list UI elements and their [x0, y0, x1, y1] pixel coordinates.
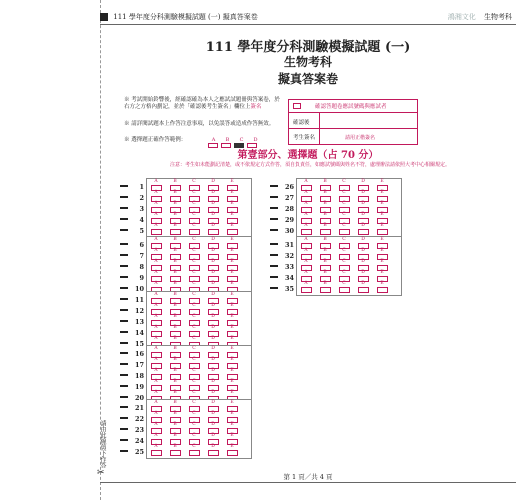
- answer-bubble-b[interactable]: B: [167, 271, 183, 282]
- timing-mark: [120, 342, 128, 344]
- answer-bubble-a[interactable]: A: [298, 238, 314, 249]
- answer-bubble-c[interactable]: C: [336, 191, 352, 202]
- timing-mark: [120, 254, 128, 256]
- question-row: [280, 282, 410, 293]
- timing-mark: [120, 406, 128, 408]
- question-number: 5: [139, 227, 144, 235]
- question-number: 25: [134, 448, 144, 456]
- question-number: 14: [134, 329, 144, 337]
- answer-bubble-e[interactable]: E: [224, 337, 240, 348]
- answer-bubble-c[interactable]: C: [186, 423, 202, 434]
- timing-mark: [270, 276, 278, 278]
- answer-bubble-c[interactable]: C: [336, 213, 352, 224]
- question-number: 7: [139, 252, 144, 260]
- answer-bubble-d[interactable]: D: [205, 391, 221, 402]
- timing-mark: [120, 298, 128, 300]
- answer-bubble-a[interactable]: A: [148, 315, 164, 326]
- question-number: 6: [139, 241, 144, 249]
- answer-bubble-b[interactable]: B: [317, 260, 333, 271]
- answer-bubble-e[interactable]: E: [374, 282, 390, 293]
- answer-bubble-c[interactable]: C: [186, 213, 202, 224]
- answer-bubble-a[interactable]: A: [148, 337, 164, 348]
- answer-bubble-d[interactable]: D: [355, 180, 371, 191]
- answer-bubble-e[interactable]: E: [224, 238, 240, 249]
- timing-mark: [120, 309, 128, 311]
- question-number: 11: [134, 296, 144, 304]
- answer-bubble-e[interactable]: E: [224, 191, 240, 202]
- answer-bubble-a[interactable]: A: [148, 380, 164, 391]
- answer-bubble-d[interactable]: D: [205, 271, 221, 282]
- answer-bubble-b[interactable]: B: [167, 337, 183, 348]
- answer-bubble-d[interactable]: D: [205, 337, 221, 348]
- answer-bubble-a[interactable]: A: [148, 434, 164, 445]
- answer-bubble-c[interactable]: C: [186, 445, 202, 456]
- timing-mark: [120, 196, 128, 198]
- answer-bubble-d[interactable]: D: [205, 315, 221, 326]
- answer-bubble-b[interactable]: B: [167, 260, 183, 271]
- answer-bubble-e[interactable]: E: [374, 224, 390, 235]
- answer-bubble-c[interactable]: C: [186, 326, 202, 337]
- answer-bubble-e[interactable]: E: [224, 271, 240, 282]
- answer-bubble-b[interactable]: B: [167, 401, 183, 412]
- question-number: 34: [284, 274, 294, 282]
- answer-bubble-b[interactable]: B: [167, 423, 183, 434]
- answer-bubble-e[interactable]: E: [374, 249, 390, 260]
- answer-bubble-c[interactable]: C: [186, 180, 202, 191]
- answer-bubble-b[interactable]: B: [167, 434, 183, 445]
- answer-bubble-d[interactable]: D: [355, 202, 371, 213]
- timing-mark: [120, 265, 128, 267]
- answer-bubble-d[interactable]: D: [205, 401, 221, 412]
- answer-bubble-d[interactable]: D: [205, 293, 221, 304]
- answer-bubble-e[interactable]: E: [224, 180, 240, 191]
- question-number: 19: [134, 383, 144, 391]
- answer-bubble-a[interactable]: A: [148, 369, 164, 380]
- answer-bubble-a[interactable]: A: [148, 191, 164, 202]
- answer-bubble-e[interactable]: E: [374, 202, 390, 213]
- answer-bubble-e[interactable]: E: [224, 380, 240, 391]
- section-instruction: 注意：考生如未能劃記清楚，或不依規定方式作答，須自負責任，如應試號碼與姓名不符，處理辦法請依照大考中心相關規定。: [169, 162, 450, 168]
- answer-bubble-c[interactable]: C: [186, 191, 202, 202]
- answer-bubble-a[interactable]: A: [148, 180, 164, 191]
- id-confirm-box: 確認答題卷應試號碼與應試者 確認後 考生簽名 請用正楷簽名: [288, 99, 418, 145]
- answer-bubble-d[interactable]: D: [205, 224, 221, 235]
- answer-bubble-c[interactable]: C: [186, 337, 202, 348]
- answer-bubble-a[interactable]: A: [148, 238, 164, 249]
- timing-mark: [270, 265, 278, 267]
- timing-mark: [120, 185, 128, 187]
- answer-bubble-b[interactable]: B: [317, 224, 333, 235]
- answer-bubble-e[interactable]: E: [224, 249, 240, 260]
- answer-bubble-e[interactable]: E: [374, 260, 390, 271]
- answer-bubble-e[interactable]: E: [224, 282, 240, 293]
- answer-bubble-d[interactable]: D: [205, 249, 221, 260]
- answer-bubble-b[interactable]: B: [167, 293, 183, 304]
- answer-bubble-a[interactable]: A: [298, 260, 314, 271]
- answer-bubble-b[interactable]: B: [167, 282, 183, 293]
- doc-title: 111 學年度分科測驗模擬試題 (一): [205, 40, 411, 55]
- question-number: 1: [139, 183, 144, 191]
- question-number: 3: [139, 205, 144, 213]
- answer-bubble-a[interactable]: A: [148, 224, 164, 235]
- answer-bubble-c[interactable]: C: [336, 180, 352, 191]
- answer-bubble-e[interactable]: E: [224, 434, 240, 445]
- answer-bubble-c[interactable]: C: [186, 434, 202, 445]
- answer-bubble-c[interactable]: C: [186, 304, 202, 315]
- question-number: 33: [284, 263, 294, 271]
- answer-bubble-a[interactable]: A: [298, 202, 314, 213]
- answer-bubble-a[interactable]: A: [148, 391, 164, 402]
- answer-bubble-b[interactable]: B: [167, 326, 183, 337]
- answer-bubble-c[interactable]: C: [186, 260, 202, 271]
- timing-mark: [120, 352, 128, 354]
- answer-bubble-a[interactable]: A: [148, 326, 164, 337]
- answer-bubble-e[interactable]: E: [224, 202, 240, 213]
- section-title: 第壹部分、選擇題（占 70 分）: [237, 150, 379, 161]
- question-number: 9: [139, 274, 144, 282]
- doc-subject: 生物考科: [283, 55, 332, 69]
- answer-bubble-c[interactable]: C: [186, 391, 202, 402]
- answer-bubble-e[interactable]: E: [224, 315, 240, 326]
- question-number: 21: [134, 404, 144, 412]
- answer-bubble-b[interactable]: B: [317, 238, 333, 249]
- answer-bubble-a[interactable]: A: [298, 224, 314, 235]
- note-2: ※ 請詳閱試題本上作答注意事項，以免誤答或造成作答無效。: [124, 121, 275, 127]
- timing-mark: [270, 196, 278, 198]
- header-rule: [100, 24, 516, 25]
- answer-bubble-c[interactable]: C: [186, 358, 202, 369]
- timing-mark: [120, 207, 128, 209]
- note-3: ※ 選擇題正確作答範例：: [124, 137, 187, 143]
- timing-mark: [120, 218, 128, 220]
- answer-bubble-b[interactable]: B: [167, 224, 183, 235]
- answer-bubble-b[interactable]: B: [167, 180, 183, 191]
- timing-mark: [120, 374, 128, 376]
- answer-bubble-d[interactable]: D: [205, 238, 221, 249]
- question-number: 23: [134, 426, 144, 434]
- answer-bubble-b[interactable]: B: [167, 304, 183, 315]
- question-number: 4: [139, 216, 144, 224]
- answer-bubble-c[interactable]: C: [336, 271, 352, 282]
- answer-bubble-d[interactable]: D: [205, 191, 221, 202]
- answer-bubble-d[interactable]: D: [205, 202, 221, 213]
- answer-bubble-c[interactable]: C: [336, 202, 352, 213]
- answer-bubble-d[interactable]: D: [205, 434, 221, 445]
- answer-bubble-a[interactable]: A: [148, 445, 164, 456]
- timing-mark: [270, 207, 278, 209]
- sample-answer: A B C D: [208, 137, 261, 148]
- question-number: 15: [134, 340, 144, 348]
- answer-bubble-e[interactable]: E: [374, 238, 390, 249]
- answer-bubble-a[interactable]: A: [148, 358, 164, 369]
- answer-bubble-d[interactable]: D: [205, 369, 221, 380]
- question-number: 31: [284, 241, 294, 249]
- page-number: 第 1 頁／共 4 頁: [283, 473, 333, 481]
- question-number: 27: [284, 194, 294, 202]
- timing-mark: [120, 450, 128, 452]
- answer-bubble-d[interactable]: D: [205, 412, 221, 423]
- answer-bubble-b[interactable]: B: [167, 249, 183, 260]
- timing-mark: [120, 363, 128, 365]
- question-number: 20: [134, 394, 144, 402]
- answer-bubble-d[interactable]: D: [355, 249, 371, 260]
- question-number: 24: [134, 437, 144, 445]
- question-number: 12: [134, 307, 144, 315]
- timing-mark: [270, 185, 278, 187]
- answer-bubble-c[interactable]: C: [186, 412, 202, 423]
- question-number: 17: [134, 361, 144, 369]
- answer-bubble-c[interactable]: C: [186, 380, 202, 391]
- answer-bubble-b[interactable]: B: [167, 213, 183, 224]
- answer-bubble-e[interactable]: E: [224, 224, 240, 235]
- answer-bubble-e[interactable]: E: [224, 412, 240, 423]
- answer-bubble-e[interactable]: E: [224, 391, 240, 402]
- timing-mark: [120, 396, 128, 398]
- timing-mark: [270, 229, 278, 231]
- answer-bubble-b[interactable]: B: [167, 191, 183, 202]
- answer-bubble-a[interactable]: A: [148, 304, 164, 315]
- answer-bubble-b[interactable]: B: [167, 369, 183, 380]
- answer-bubble-a[interactable]: A: [148, 401, 164, 412]
- answer-bubble-c[interactable]: C: [186, 271, 202, 282]
- answer-bubble-a[interactable]: A: [148, 423, 164, 434]
- answer-bubble-d[interactable]: D: [355, 260, 371, 271]
- answer-bubble-b[interactable]: B: [317, 191, 333, 202]
- page-header: [100, 10, 516, 24]
- answer-bubble-d[interactable]: D: [205, 304, 221, 315]
- answer-bubble-b[interactable]: B: [167, 380, 183, 391]
- answer-bubble-d[interactable]: D: [205, 347, 221, 358]
- timing-mark: [120, 417, 128, 419]
- answer-bubble-b[interactable]: B: [317, 180, 333, 191]
- answer-bubble-e[interactable]: E: [224, 358, 240, 369]
- answer-bubble-e[interactable]: E: [224, 347, 240, 358]
- answer-bubble-a[interactable]: A: [298, 213, 314, 224]
- question-number: 8: [139, 263, 144, 271]
- timing-mark: [120, 243, 128, 245]
- timing-mark: [270, 287, 278, 289]
- answer-bubble-d[interactable]: D: [355, 282, 371, 293]
- answer-bubble-b[interactable]: B: [317, 249, 333, 260]
- answer-bubble-e[interactable]: E: [374, 191, 390, 202]
- answer-bubble-a[interactable]: A: [148, 202, 164, 213]
- answer-bubble-b[interactable]: B: [317, 271, 333, 282]
- answer-bubble-c[interactable]: C: [186, 369, 202, 380]
- answer-bubble-a[interactable]: A: [148, 412, 164, 423]
- timing-mark: [120, 331, 128, 333]
- answer-bubble-a[interactable]: A: [148, 271, 164, 282]
- question-number: 18: [134, 372, 144, 380]
- timing-mark: [270, 243, 278, 245]
- answer-bubble-e[interactable]: E: [224, 304, 240, 315]
- answer-bubble-c[interactable]: C: [186, 347, 202, 358]
- answer-bubble-c[interactable]: C: [186, 202, 202, 213]
- answer-bubble-d[interactable]: D: [205, 260, 221, 271]
- answer-bubble-d[interactable]: D: [355, 271, 371, 282]
- question-number: 13: [134, 318, 144, 326]
- header-title: 111 學年度分科測驗模擬試題 (一) 擬真答案卷: [113, 13, 258, 21]
- answer-bubble-c[interactable]: C: [186, 238, 202, 249]
- answer-bubble-e[interactable]: E: [374, 213, 390, 224]
- question-row: [130, 224, 260, 235]
- answer-bubble-d[interactable]: D: [205, 445, 221, 456]
- answer-bubble-e[interactable]: E: [224, 213, 240, 224]
- timing-mark: [270, 218, 278, 220]
- timing-mark: [120, 428, 128, 430]
- answer-bubble-e[interactable]: E: [224, 369, 240, 380]
- answer-bubble-d[interactable]: D: [355, 224, 371, 235]
- header-subject: 生物考科: [484, 13, 512, 21]
- answer-bubble-d[interactable]: D: [355, 238, 371, 249]
- timing-mark: [120, 287, 128, 289]
- question-number: 16: [134, 350, 144, 358]
- answer-bubble-e[interactable]: E: [224, 260, 240, 271]
- answer-bubble-d[interactable]: D: [205, 213, 221, 224]
- answer-bubble-b[interactable]: B: [167, 202, 183, 213]
- answer-bubble-c[interactable]: C: [186, 293, 202, 304]
- answer-bubble-e[interactable]: E: [224, 423, 240, 434]
- answer-bubble-c[interactable]: C: [336, 260, 352, 271]
- answer-bubble-b[interactable]: B: [317, 282, 333, 293]
- answer-bubble-b[interactable]: B: [167, 445, 183, 456]
- question-number: 30: [284, 227, 294, 235]
- answer-bubble-c[interactable]: C: [186, 315, 202, 326]
- question-row: [280, 224, 410, 235]
- answer-bubble-c[interactable]: C: [186, 249, 202, 260]
- answer-bubble-e[interactable]: E: [224, 326, 240, 337]
- answer-bubble-c[interactable]: C: [336, 224, 352, 235]
- answer-bubble-d[interactable]: D: [205, 380, 221, 391]
- answer-bubble-a[interactable]: A: [298, 180, 314, 191]
- answer-bubble-b[interactable]: B: [167, 412, 183, 423]
- answer-bubble-b[interactable]: B: [317, 202, 333, 213]
- timing-mark: [120, 229, 128, 231]
- answer-bubble-c[interactable]: C: [186, 224, 202, 235]
- confirm-checkbox[interactable]: [293, 103, 301, 109]
- answer-bubble-e[interactable]: E: [374, 180, 390, 191]
- question-number: 32: [284, 252, 294, 260]
- answer-bubble-d[interactable]: D: [205, 358, 221, 369]
- scissors-icon: ✂: [97, 468, 105, 478]
- answer-bubble-b[interactable]: B: [167, 238, 183, 249]
- question-number: 2: [139, 194, 144, 202]
- question-row: [130, 445, 260, 456]
- answer-bubble-a[interactable]: A: [148, 213, 164, 224]
- timing-mark: [120, 276, 128, 278]
- publisher-logo: 鴻湘文化: [447, 13, 476, 21]
- answer-bubble-c[interactable]: C: [336, 282, 352, 293]
- answer-bubble-c[interactable]: C: [336, 238, 352, 249]
- answer-bubble-a[interactable]: A: [148, 249, 164, 260]
- answer-bubble-d[interactable]: D: [205, 326, 221, 337]
- signature-field[interactable]: 請用正楷簽名: [345, 135, 376, 141]
- answer-bubble-c[interactable]: C: [336, 249, 352, 260]
- answer-bubble-d[interactable]: D: [205, 180, 221, 191]
- answer-bubble-b[interactable]: B: [317, 213, 333, 224]
- answer-bubble-a[interactable]: A: [148, 260, 164, 271]
- answer-bubble-a[interactable]: A: [148, 293, 164, 304]
- answer-bubble-b[interactable]: B: [167, 315, 183, 326]
- answer-bubble-a[interactable]: A: [298, 249, 314, 260]
- answer-bubble-d[interactable]: D: [205, 423, 221, 434]
- answer-bubble-d[interactable]: D: [205, 282, 221, 293]
- timing-mark: [120, 385, 128, 387]
- timing-mark: [270, 254, 278, 256]
- question-number: 35: [284, 285, 294, 293]
- answer-bubble-a[interactable]: A: [298, 282, 314, 293]
- answer-bubble-b[interactable]: B: [167, 358, 183, 369]
- header-mark-icon: [100, 13, 108, 21]
- answer-bubble-b[interactable]: B: [167, 391, 183, 402]
- answer-bubble-a[interactable]: A: [148, 282, 164, 293]
- doc-subtitle: 擬真答案卷: [277, 72, 338, 86]
- question-number: 29: [284, 216, 294, 224]
- question-number: 26: [284, 183, 294, 191]
- answer-bubble-c[interactable]: C: [186, 401, 202, 412]
- answer-bubble-b[interactable]: B: [167, 347, 183, 358]
- footer-rule: [100, 482, 516, 483]
- answer-bubble-c[interactable]: C: [186, 282, 202, 293]
- question-number: 10: [134, 285, 144, 293]
- note-1: ※ 考試開始鈴響後，經確認確為本人之應試試題冊與答案卷，於右方之方格內劃記，並於「確認後考生簽名」欄位上簽名: [124, 97, 280, 110]
- answer-bubble-e[interactable]: E: [224, 401, 240, 412]
- question-number: 22: [134, 415, 144, 423]
- timing-mark: [120, 320, 128, 322]
- answer-bubble-e[interactable]: E: [224, 445, 240, 456]
- question-number: 28: [284, 205, 294, 213]
- cut-line-note: 請由此線剪下作答: [99, 420, 106, 468]
- answer-bubble-e[interactable]: E: [374, 271, 390, 282]
- answer-bubble-d[interactable]: D: [355, 191, 371, 202]
- answer-bubble-d[interactable]: D: [355, 213, 371, 224]
- answer-bubble-a[interactable]: A: [298, 271, 314, 282]
- answer-bubble-e[interactable]: E: [224, 293, 240, 304]
- timing-mark: [120, 439, 128, 441]
- answer-bubble-a[interactable]: A: [148, 347, 164, 358]
- answer-bubble-a[interactable]: A: [298, 191, 314, 202]
